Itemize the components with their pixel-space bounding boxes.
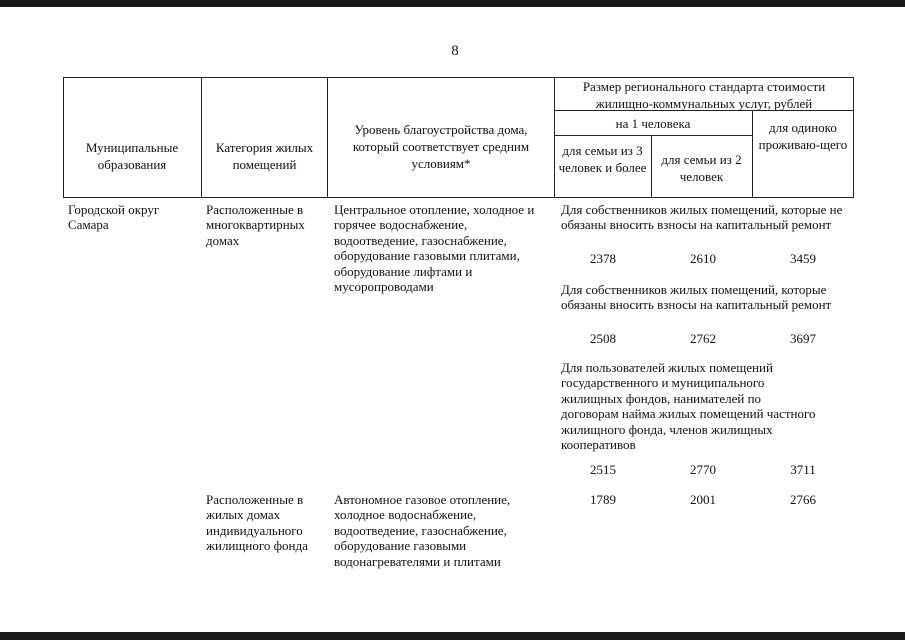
row2-improvement: Автономное газовое отопление, холодное водоснабжение, водоотведение, газоснабжение, оборудование газовыми водонагревателями и плитами (334, 492, 511, 569)
row1-category: Расположенные в многоквартирных домах (206, 202, 305, 248)
row1-group1-single: 3459 (790, 251, 816, 266)
row1-group1-label: Для собственников жилых помещений, которые не обязаны вносить взносы на капитальный ремонт (561, 202, 843, 233)
col-divider-2 (327, 77, 328, 198)
col-divider-5 (752, 110, 753, 198)
row1-group3-family3: 2515 (590, 462, 616, 477)
header-divider-per-person (554, 135, 752, 136)
header-standard-size: Размер регионального стандарта стоимости жилищно-коммунальных услуг, рублей (582, 79, 826, 111)
col-divider-1 (201, 77, 202, 198)
header-single: для одиноко проживаю-щего (758, 120, 848, 152)
header-improvement-level: Уровень благоустройства дома, который соответствует средним условиям* (352, 122, 530, 171)
header-bottom-line (63, 197, 854, 198)
header-category: Категория жилых помещений (215, 140, 314, 172)
header-family-2: для семьи из 2 человек (661, 152, 742, 184)
row1-improvement: Центральное отопление, холодное и горячее водоснабжение, водоотведение, газоснабжение, оборудование газовыми плитами, оборудование лифтами и мусоропроводами (334, 202, 535, 295)
page-number: 8 (451, 43, 459, 59)
row2-family2: 2001 (690, 492, 716, 507)
col-divider-4 (651, 135, 652, 198)
row1-group1-family2: 2610 (690, 251, 716, 266)
row1-group3-single: 3711 (790, 462, 816, 477)
row2-family3: 1789 (590, 492, 616, 507)
row2-single: 2766 (790, 492, 816, 507)
table-border-right (853, 77, 854, 198)
scan-edge-top (0, 0, 905, 7)
header-municipality: Муниципальные образования (85, 140, 179, 172)
header-family-3: для семьи из 3 человек и более (558, 143, 647, 175)
municipality-name: Городской округ Самара (68, 202, 160, 233)
row1-group3-family2: 2770 (690, 462, 716, 477)
row1-group1-family3: 2378 (590, 251, 616, 266)
row1-group2-label: Для собственников жилых помещений, которые обязаны вносить взносы на капитальный ремонт (561, 282, 832, 313)
row1-group2-family3: 2508 (590, 331, 616, 346)
header-per-person: на 1 человека (615, 116, 691, 131)
table-border-left (63, 77, 64, 198)
row1-group3-label: Для пользователей жилых помещений государственного и муниципального жилищных фондов, нанимателей по договорам найма жилых помещений частного жилищного фонда, членов жилищных кооперативов (561, 360, 816, 453)
row1-group2-family2: 2762 (690, 331, 716, 346)
scan-edge-bottom (0, 632, 905, 640)
row1-group2-single: 3697 (790, 331, 816, 346)
col-divider-3 (554, 77, 555, 198)
row2-category: Расположенные в жилых домах индивидуального жилищного фонда (206, 492, 308, 554)
